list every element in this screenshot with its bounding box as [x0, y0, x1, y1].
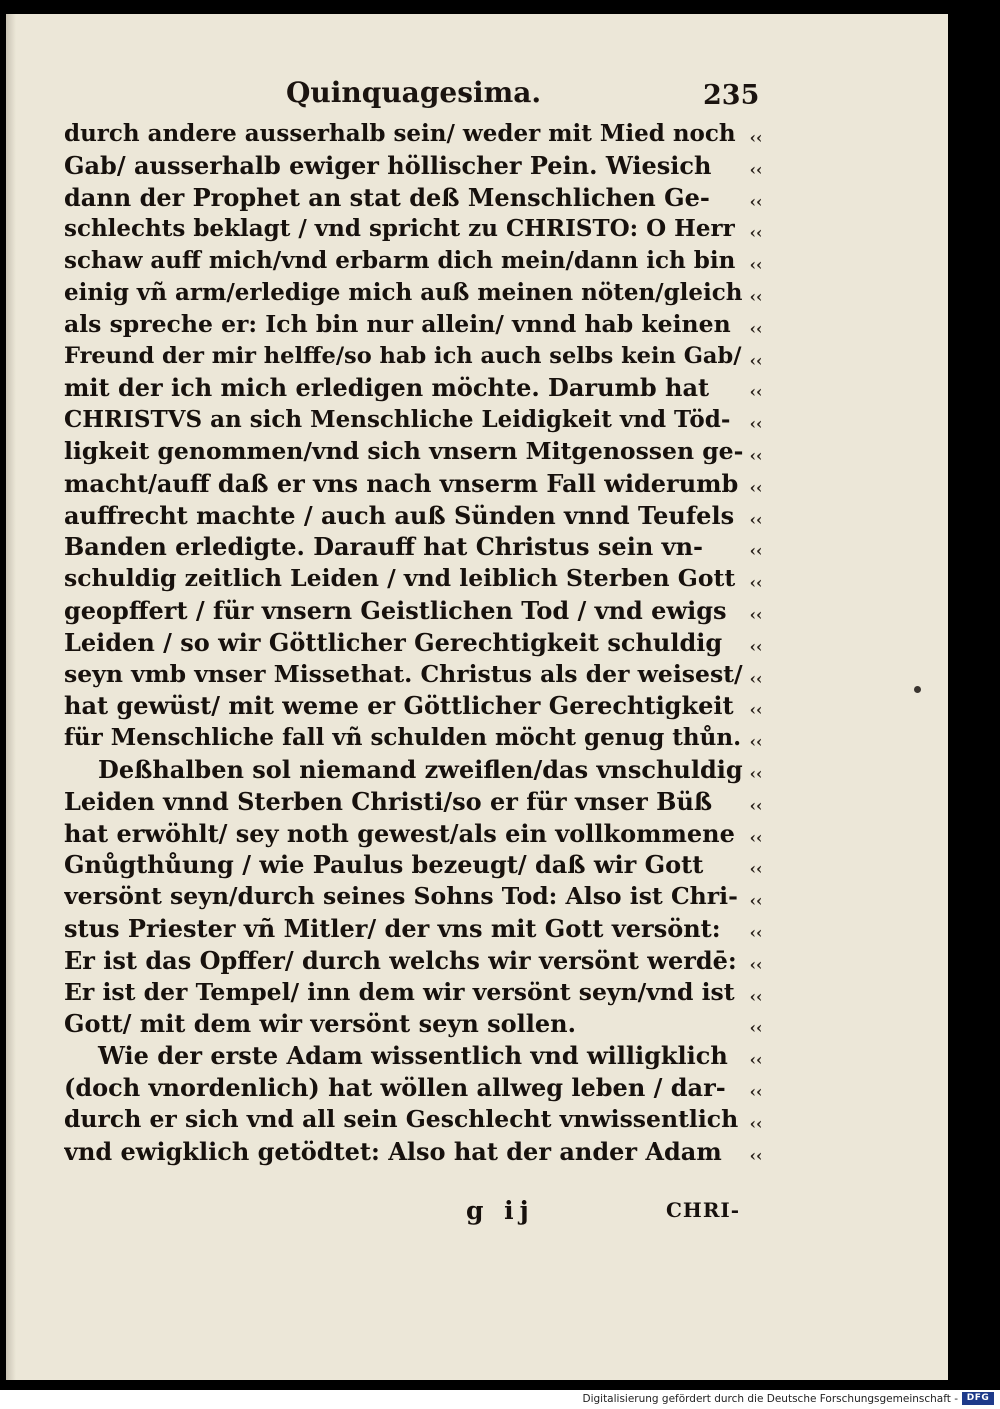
margin-quote-mark: ‹‹: [749, 318, 763, 338]
margin-quote-mark: ‹‹: [749, 827, 763, 847]
text-line: durch andere ausserhalb sein/ weder mit Mied noch: [64, 120, 736, 147]
margin-quote-mark: ‹‹: [749, 509, 763, 529]
text-line: CHRISTVS an sich Menschliche Leidigkeit vnd Töd-: [64, 406, 731, 434]
margin-quote-mark: ‹‹: [749, 954, 763, 974]
margin-quote-mark: ‹‹: [749, 763, 763, 783]
text-line: Banden erledigte. Darauff hat Christus sein vn-: [64, 532, 703, 562]
text-line: dann der Prophet an stat deß Menschlichen Ge-: [64, 182, 710, 212]
margin-quote-mark: ‹‹: [749, 223, 763, 243]
text-line: durch er sich vnd all sein Geschlecht vnwissentlich: [64, 1104, 739, 1133]
margin-quote-mark: ‹‹: [749, 573, 763, 593]
margin-quote-mark: ‹‹: [749, 891, 763, 911]
margin-quote-mark: ‹‹: [749, 1113, 763, 1133]
text-line: Freund der mir helffe/so hab ich auch selbs kein Gab/: [64, 342, 742, 369]
page-edge-dot: [914, 686, 921, 693]
signature-mark: g ij: [466, 1196, 535, 1225]
margin-quote-mark: ‹‹: [749, 922, 763, 942]
margin-quote-mark: ‹‹: [749, 604, 763, 624]
text-line: Gab/ ausserhalb ewiger höllischer Pein. Wiesich: [64, 150, 712, 180]
margin-quote-mark: ‹‹: [749, 1018, 763, 1038]
margin-quote-mark: ‹‹: [749, 700, 763, 720]
text-line: Deßhalben sol niemand zweiflen/das vnschuldig: [98, 754, 743, 784]
text-line: Er ist der Tempel/ inn dem wir versönt seyn/vnd ist: [64, 977, 735, 1006]
text-line: Gnůgthůung / wie Paulus bezeugt/ daß wir Gott: [64, 850, 704, 880]
text-line: Er ist das Opffer/ durch welchs wir versönt werdē:: [64, 945, 737, 975]
margin-quote-mark: ‹‹: [749, 445, 763, 465]
margin-quote-mark: ‹‹: [749, 1050, 763, 1070]
page-gutter-shadow: [6, 14, 16, 1380]
margin-quote-mark: ‹‹: [749, 350, 763, 370]
text-line: stus Priester vñ Mitler/ der vns mit Gott versönt:: [64, 913, 721, 943]
margin-quote-mark: ‹‹: [749, 382, 763, 402]
text-line: schlechts beklagt / vnd spricht zu CHRISTO: O Herr: [64, 215, 735, 243]
catchword: CHRI-: [666, 1198, 741, 1222]
running-head: Quinquagesima.: [286, 76, 542, 109]
margin-quote-mark: ‹‹: [749, 1145, 763, 1165]
margin-quote-mark: ‹‹: [749, 732, 763, 752]
margin-quote-mark: ‹‹: [749, 128, 763, 147]
page-number: 235: [703, 80, 760, 111]
quotation-marks-column: [736, 118, 776, 1167]
text-line: hat erwöhlt/ sey noth gewest/als ein vollkommene: [64, 818, 735, 848]
text-line: schuldig zeitlich Leiden / vnd leiblich Sterben Gott: [64, 564, 736, 593]
text-line: Leiden / so wir Göttlicher Gerechtigkeit schuldig: [64, 627, 723, 657]
text-line: als spreche er: Ich bin nur allein/ vnnd hab keinen: [64, 309, 731, 338]
text-line: hat gewüst/ mit weme er Göttlicher Gerechtigkeit: [64, 691, 734, 721]
text-line: für Menschliche fall vñ schulden möcht genug thůn.: [64, 724, 742, 752]
body-text: [64, 118, 744, 1167]
margin-quote-mark: ‹‹: [749, 541, 763, 561]
margin-quote-mark: ‹‹: [749, 636, 763, 656]
text-line: einig vñ arm/erledige mich auß meinen nöten/gleich: [64, 278, 743, 306]
digitization-credit: Digitalisierung gefördert durch die Deutsche Forschungsgemeinschaft -: [582, 1393, 958, 1405]
margin-quote-mark: ‹‹: [749, 795, 763, 815]
text-line: vnd ewigklich getödtet: Also hat der ander Adam: [64, 1136, 722, 1166]
margin-quote-mark: ‹‹: [749, 986, 763, 1006]
text-line: Leiden vnnd Sterben Christi/so er für vnser Büß: [64, 786, 713, 816]
text-line: seyn vmb vnser Missethat. Christus als der weisest/: [64, 659, 743, 688]
text-line: (doch vnordenlich) hat wöllen allweg leben / dar-: [64, 1072, 726, 1102]
margin-quote-mark: ‹‹: [749, 255, 763, 275]
text-line: auffrecht machte / auch auß Sünden vnnd Teufels: [64, 500, 735, 530]
margin-quote-mark: ‹‹: [749, 414, 763, 434]
margin-quote-mark: ‹‹: [749, 1081, 763, 1101]
margin-quote-mark: ‹‹: [749, 668, 763, 688]
text-line: macht/auff daß er vns nach vnserm Fall widerumb: [64, 468, 739, 498]
text-line: versönt seyn/durch seines Sohns Tod: Also ist Chri-: [64, 882, 738, 911]
text-line: Wie der erste Adam wissentlich vnd willigklich: [98, 1041, 728, 1071]
text-line: mit der ich mich erledigen möchte. Darumb hat: [64, 373, 710, 403]
margin-quote-mark: ‹‹: [749, 191, 763, 211]
margin-quote-mark: ‹‹: [749, 286, 763, 306]
margin-quote-mark: ‹‹: [749, 477, 763, 497]
text-line: Gott/ mit dem wir versönt seyn sollen.: [64, 1009, 576, 1039]
margin-quote-mark: ‹‹: [749, 159, 763, 179]
dfg-logo: DFG: [962, 1392, 994, 1405]
text-line: geopffert / für vnsern Geistlichen Tod / vnd ewigs: [64, 595, 727, 625]
margin-quote-mark: ‹‹: [749, 859, 763, 879]
text-line: ligkeit genommen/vnd sich vnsern Mitgenossen ge-: [64, 436, 744, 465]
text-line: schaw auff mich/vnd erbarm dich mein/dann ich bin: [64, 247, 736, 275]
